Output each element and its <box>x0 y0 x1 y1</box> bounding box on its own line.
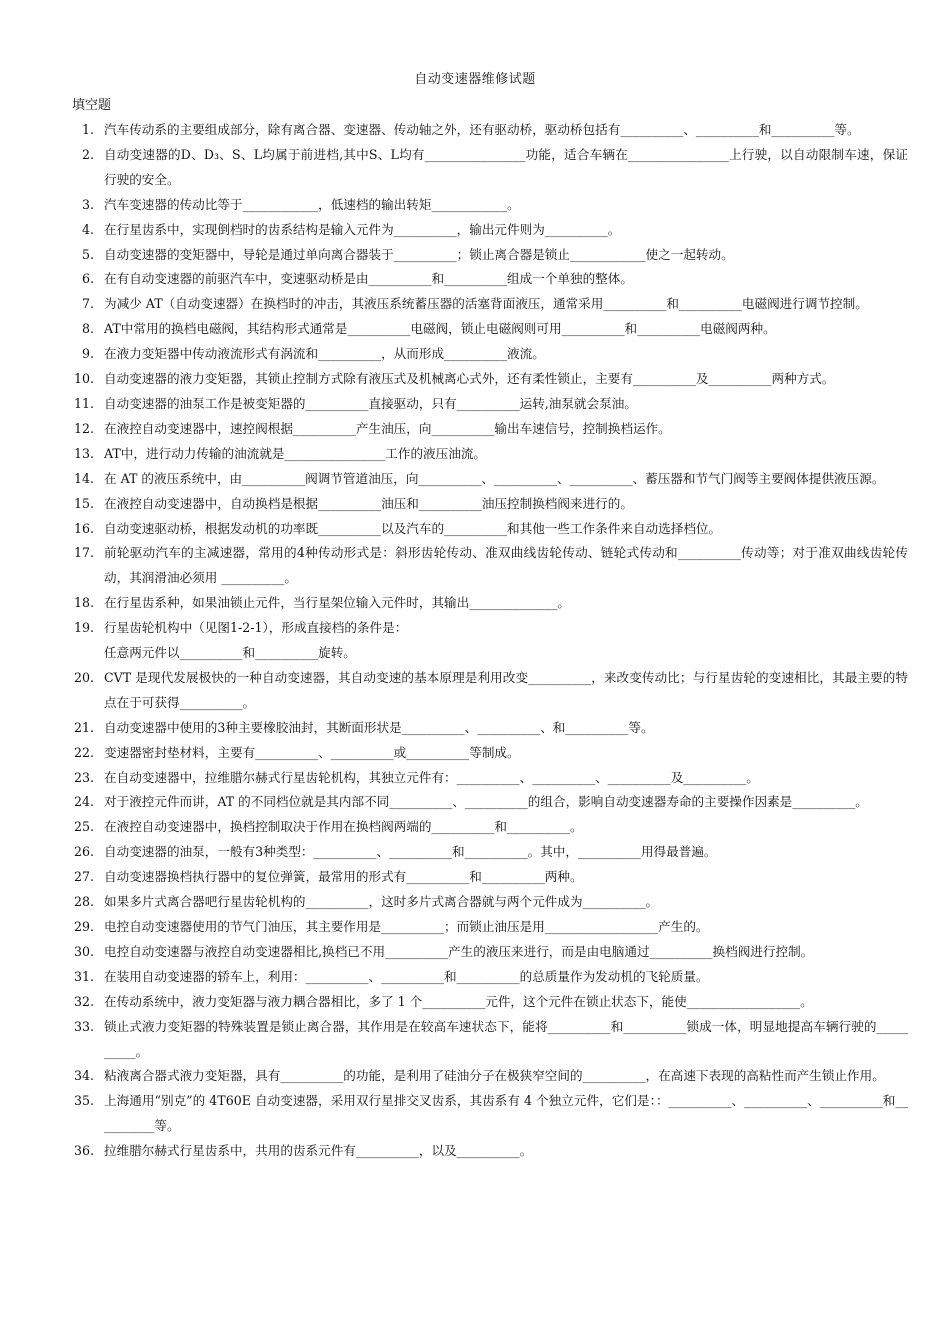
question-item <box>72 118 908 143</box>
question-text: 如果多片式离合器吧行星齿轮机构的__________，这时多片式离合器就与两个元件成为__________。 <box>104 894 659 910</box>
question-number: 17. <box>73 545 94 561</box>
question-number: 2. <box>81 146 94 162</box>
question-text: 在自动变速器中，拉维腊尔赫式行星齿轮机构，其独立元件有：__________、__________、__________及__________。 <box>104 769 759 785</box>
question-text: 在液控自动变速器中，速控阀根据__________产生油压，向__________输出车速信号，控制换档运作。 <box>104 420 671 436</box>
question-number: 28. <box>73 894 94 910</box>
question-number: 9. <box>81 346 94 362</box>
question-number: 6. <box>81 271 94 287</box>
question-number: 15. <box>73 495 94 511</box>
question-number: 1. <box>81 122 94 137</box>
question-item <box>72 467 908 492</box>
question-text: 在行星齿系中，实现倒档时的齿系结构是输入元件为__________，输出元件则为__________。 <box>104 221 621 237</box>
question-item <box>72 317 908 342</box>
question-text: 自动变速器的油泵工作是被变矩器的__________直接驱动，只有__________运转,油泵就会泵油。 <box>104 395 637 411</box>
question-item <box>72 1139 908 1164</box>
question-number: 21. <box>73 719 94 735</box>
question-number: 27. <box>73 869 94 885</box>
question-item <box>72 766 908 791</box>
question-number: 18. <box>73 595 94 611</box>
question-number: 10. <box>73 371 94 387</box>
question-item <box>72 417 908 442</box>
question-number: 22. <box>73 744 94 760</box>
question-text: 自动变速驱动桥，根据发动机的功率既__________以及汽车的__________和其他一些工作条件来自动选择档位。 <box>104 520 722 536</box>
question-text: 在液控自动变速器中，换档控制取决于作用在换档阀两端的__________和__________。 <box>104 819 583 835</box>
question-text: 自动变速器的变矩器中，导轮是通过单向离合器装于__________；锁止离合器是锁止____________使之一起转动。 <box>104 246 734 262</box>
question-item <box>72 243 908 268</box>
question-list <box>72 118 908 1164</box>
question-number: 12. <box>73 420 94 436</box>
question-text: 在液力变矩器中传动液流形式有涡流和__________，从而形成__________液流。 <box>104 346 545 362</box>
question-item <box>72 890 908 915</box>
question-text: 在行星齿系种，如果油锁止元件，当行星架位输入元件时，其输出______________。 <box>104 595 570 611</box>
question-number: 34. <box>73 1068 94 1084</box>
question-text: 汽车变速器的传动比等于____________，低速档的输出转矩____________。 <box>104 196 520 212</box>
question-text: 在 AT 的液压系统中，由__________阀调节管道油压，向__________、__________、__________、蓄压器和节气门阀等主要阀体提供液压源。 <box>104 470 885 486</box>
question-text: 电控自动变速器与液控自动变速器相比,换档已不用__________产生的液压来进行，而是由电脑通过__________换档阀进行控制。 <box>104 943 814 959</box>
question-number: 3. <box>81 196 94 212</box>
question-item <box>72 616 908 666</box>
question-number: 5. <box>81 246 94 262</box>
question-text: 锁止式液力变矩器的特殊装置是锁止离合器，其作用是在较高车速状态下，能将__________和__________锁成一体，明显地提高车辆行驶的__________。 <box>104 1018 909 1059</box>
question-text: 前轮驱动汽车的主减速器，常用的4种传动形式是：斜形齿轮传动、准双曲线齿轮传动、链轮式传动和__________传动等；对于准双曲线齿轮传动，其润滑油必须用 __________。 <box>104 545 908 586</box>
question-item <box>72 392 908 417</box>
question-number: 30. <box>73 943 94 959</box>
question-number: 4. <box>81 221 94 237</box>
question-item <box>72 492 908 517</box>
question-text: 自动变速器的液力变矩器，其锁止控制方式除有液压式及机械离心式外，还有柔性锁止，主要有__________及__________两种方式。 <box>104 371 835 387</box>
question-item <box>72 1089 908 1139</box>
question-text: 在装用自动变速器的轿车上，利用：__________、__________和__________的总质量作为发动机的飞轮质量。 <box>104 968 709 984</box>
question-text: 自动变速器中使用的3种主要橡胶油封，其断面形状是__________、__________、和__________等。 <box>104 719 654 735</box>
question-item <box>72 666 908 716</box>
question-number: 14. <box>73 470 94 486</box>
question-item <box>72 591 908 616</box>
question-item <box>72 990 908 1015</box>
question-item <box>72 741 908 766</box>
question-number: 7. <box>81 296 94 312</box>
question-text: AT中常用的换档电磁阀，其结构形式通常是__________电磁阀，锁止电磁阀则可用__________和__________电磁阀两种。 <box>104 321 776 337</box>
question-item <box>72 267 908 292</box>
question-item <box>72 965 908 990</box>
question-text: 电控自动变速器使用的节气门油压，其主要作用是__________；而锁止油压是用__________________产生的。 <box>104 919 709 934</box>
question-text: 自动变速器的油泵，一般有3种类型：__________、__________和__________。其中，__________用得最普遍。 <box>104 844 717 860</box>
question-number: 8. <box>81 321 94 337</box>
question-number: 25. <box>73 819 94 835</box>
question-text: 汽车传动系的主要组成部分，除有离合器、变速器、传动轴之外，还有驱动桥，驱动桥包括有__________、__________和__________等。 <box>104 122 860 137</box>
question-number: 24. <box>73 794 94 810</box>
question-number: 29. <box>73 919 94 934</box>
question-item <box>72 218 908 243</box>
question-number: 36. <box>73 1143 94 1159</box>
question-item <box>72 915 908 940</box>
question-number: 13. <box>73 445 94 461</box>
document-title: 自动变速器维修试题 <box>414 72 536 87</box>
question-number: 33. <box>73 1018 94 1034</box>
question-item <box>72 193 908 218</box>
section-heading: 填空题 <box>72 98 112 113</box>
question-number: 20. <box>73 669 94 685</box>
question-item <box>72 716 908 741</box>
question-item <box>72 143 908 193</box>
question-number: 23. <box>73 769 94 785</box>
question-item <box>72 541 908 591</box>
question-text: 自动变速器换档执行器中的复位弹簧，最常用的形式有__________和__________两种。 <box>104 869 583 885</box>
question-text: 对于液控元件而讲，AT 的不同档位就是其内部不同__________、__________的组合，影响自动变速器寿命的主要操作因素是__________。 <box>104 794 868 810</box>
question-item <box>72 367 908 392</box>
question-item <box>72 790 908 815</box>
question-item <box>72 1015 908 1065</box>
question-text: 拉维腊尔赫式行星齿系中，共用的齿系元件有__________，以及__________。 <box>104 1143 533 1159</box>
question-text: 在液控自动变速器中，自动换档是根据__________油压和__________油压控制换档阀来进行的。 <box>104 495 633 511</box>
question-number: 31. <box>73 968 94 984</box>
question-text: 在传动系统中，液力变矩器与液力耦合器相比，多了 1 个__________元件，这个元件在锁止状态下，能使__________________。 <box>104 993 813 1009</box>
question-item <box>72 292 908 317</box>
question-text: 为减少 AT（自动变速器）在换档时的冲击，其液压系统蓄压器的活塞背面液压，通常采用__________和__________电磁阀进行调节控制。 <box>104 296 868 312</box>
question-item <box>72 517 908 542</box>
question-text: AT中，进行动力传输的油流就是________________工作的液压油流。 <box>104 445 487 461</box>
question-item <box>72 940 908 965</box>
question-number: 26. <box>73 844 94 860</box>
question-number: 35. <box>73 1093 94 1109</box>
question-text: 在有自动变速器的前驱汽车中，变速驱动桥是由__________和__________组成一个单独的整体。 <box>104 271 633 287</box>
question-number: 11. <box>73 395 94 411</box>
question-item <box>72 815 908 840</box>
question-item <box>72 342 908 367</box>
question-number: 19. <box>73 620 94 636</box>
question-text: 变速器密封垫材料，主要有__________、__________或__________等制成。 <box>104 744 520 760</box>
question-item <box>72 840 908 865</box>
question-text: 行星齿轮机构中（见图1-2-1），形成直接档的条件是： 任意两元件以__________和__________旋转。 <box>104 620 408 661</box>
question-text: 自动变速器的D、D₃、S、L均属于前进档,其中S、L均有________________功能，适合车辆在________________上行驶，以自动限制车速，保证行驶的安全。 <box>104 146 908 187</box>
question-item <box>72 1064 908 1089</box>
question-number: 16. <box>73 520 94 536</box>
question-text: 上海通用“别克”的 4T60E 自动变速器，采用双行星排交叉齿系，其齿系有 4 个独立元件，它们是：：__________、__________、__________和__________等。 <box>104 1093 908 1134</box>
question-text: CVT 是现代发展极快的一种自动变速器，其自动变速的基本原理是利用改变__________，来改变传动比；与行星齿轮的变速相比，其最主要的特点在于可获得__________。 <box>104 669 908 710</box>
question-item <box>72 442 908 467</box>
question-text: 粘液离合器式液力变矩器，具有__________的功能，是利用了硅油分子在极狭窄空间的__________，在高速下表现的高粘性而产生锁止作用。 <box>104 1068 885 1084</box>
question-number: 32. <box>73 993 94 1009</box>
question-item <box>72 865 908 890</box>
